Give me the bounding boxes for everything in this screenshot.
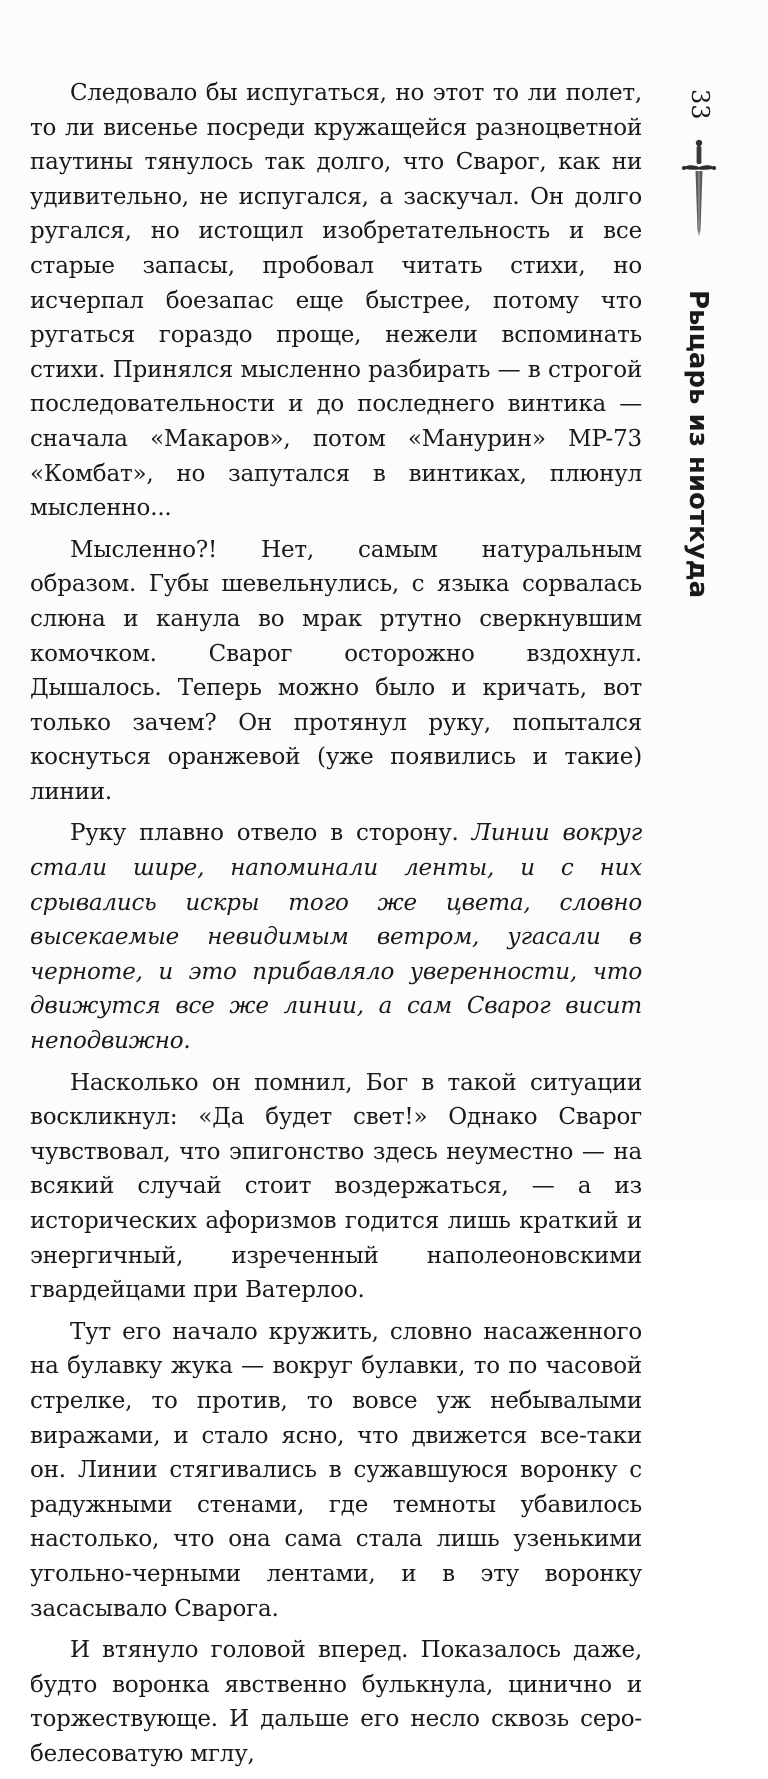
page-number: 33 bbox=[686, 89, 714, 120]
paragraph-2: Мысленно?! Нет, самым натуральным образом. Губы шевельнулись, с языка сорвалась слюна и канула во мрак ртутно сверкнувшим комочком. Сварог осторожно вздохнул. Дышалось. Теперь можно было и кричать, вот только зачем? Он протянул руку, попытался коснуться оранжевой (уже появились и такие) линии. bbox=[30, 536, 642, 805]
paragraph-3-italic: Линии вокруг стали шире, напоминали ленты, и с них срывались искры того же цвета, словно высекаемые невидимым ветром, угасали в черноте, и это прибавляло уверенности, что движутся все же линии, а сам Сварог висит неподвижно. bbox=[30, 820, 642, 1055]
paragraph-1: Следовало бы испугаться, но этот то ли полет, то ли висенье посреди кружащейся разноцветной паутины тянулось так долго, что Сварог, как ни удивительно, не испугался, а заскучал. Он долго ругался, но истощил изобретательность и все старые запасы, пробовал читать стихи, но исчерпал боезапас еще быстрее, потому что ругаться гораздо проще, нежели вспоминать стихи. Принялся мысленно разбирать — в строгой последовательности и до последнего винтика — сначала «Макаров», потом «Манурин» MP-73 «Комбат», но запутался в винтиках, плюнул мысленно... bbox=[30, 80, 642, 522]
paragraph-3 bbox=[30, 816, 642, 1058]
body-text bbox=[30, 76, 642, 1779]
running-title: Рыцарь из ниоткуда bbox=[683, 290, 713, 599]
paragraph-5: Тут его начало кружить, словно насаженного на булавку жука — вокруг булавки, то по часовой стрелке, то против, то вовсе уж небывалыми виражами, и стало ясно, что движется все-таки он. Линии стягивались в сужавшуюся воронку с радужными стенами, где темноты убавилось настолько, что она сама стала лишь узенькими угольно-черными лентами, и в эту воронку засасывало Сварога. bbox=[30, 1318, 642, 1622]
running-header bbox=[656, 60, 736, 599]
dagger-icon bbox=[680, 138, 718, 238]
paragraph-4: Насколько он помнил, Бог в такой ситуации воскликнул: «Да будет свет!» Однако Сварог чувствовал, что эпигонство здесь неуместно — на всякий случай стоит воздержаться, — а из исторических афоризмов годится лишь краткий и энергичный, изреченный наполеоновскими гвардейцами при Ватерлоо. bbox=[30, 1069, 642, 1304]
paragraph-6: И втянуло головой вперед. Показалось даже, будто воронка явственно булькнула, цинично и торжествующе. И дальше его несло сквозь серо-белесоватую мглу, bbox=[30, 1637, 642, 1767]
paragraph-3-start: Руку плавно отвело в сторону. bbox=[70, 820, 459, 847]
